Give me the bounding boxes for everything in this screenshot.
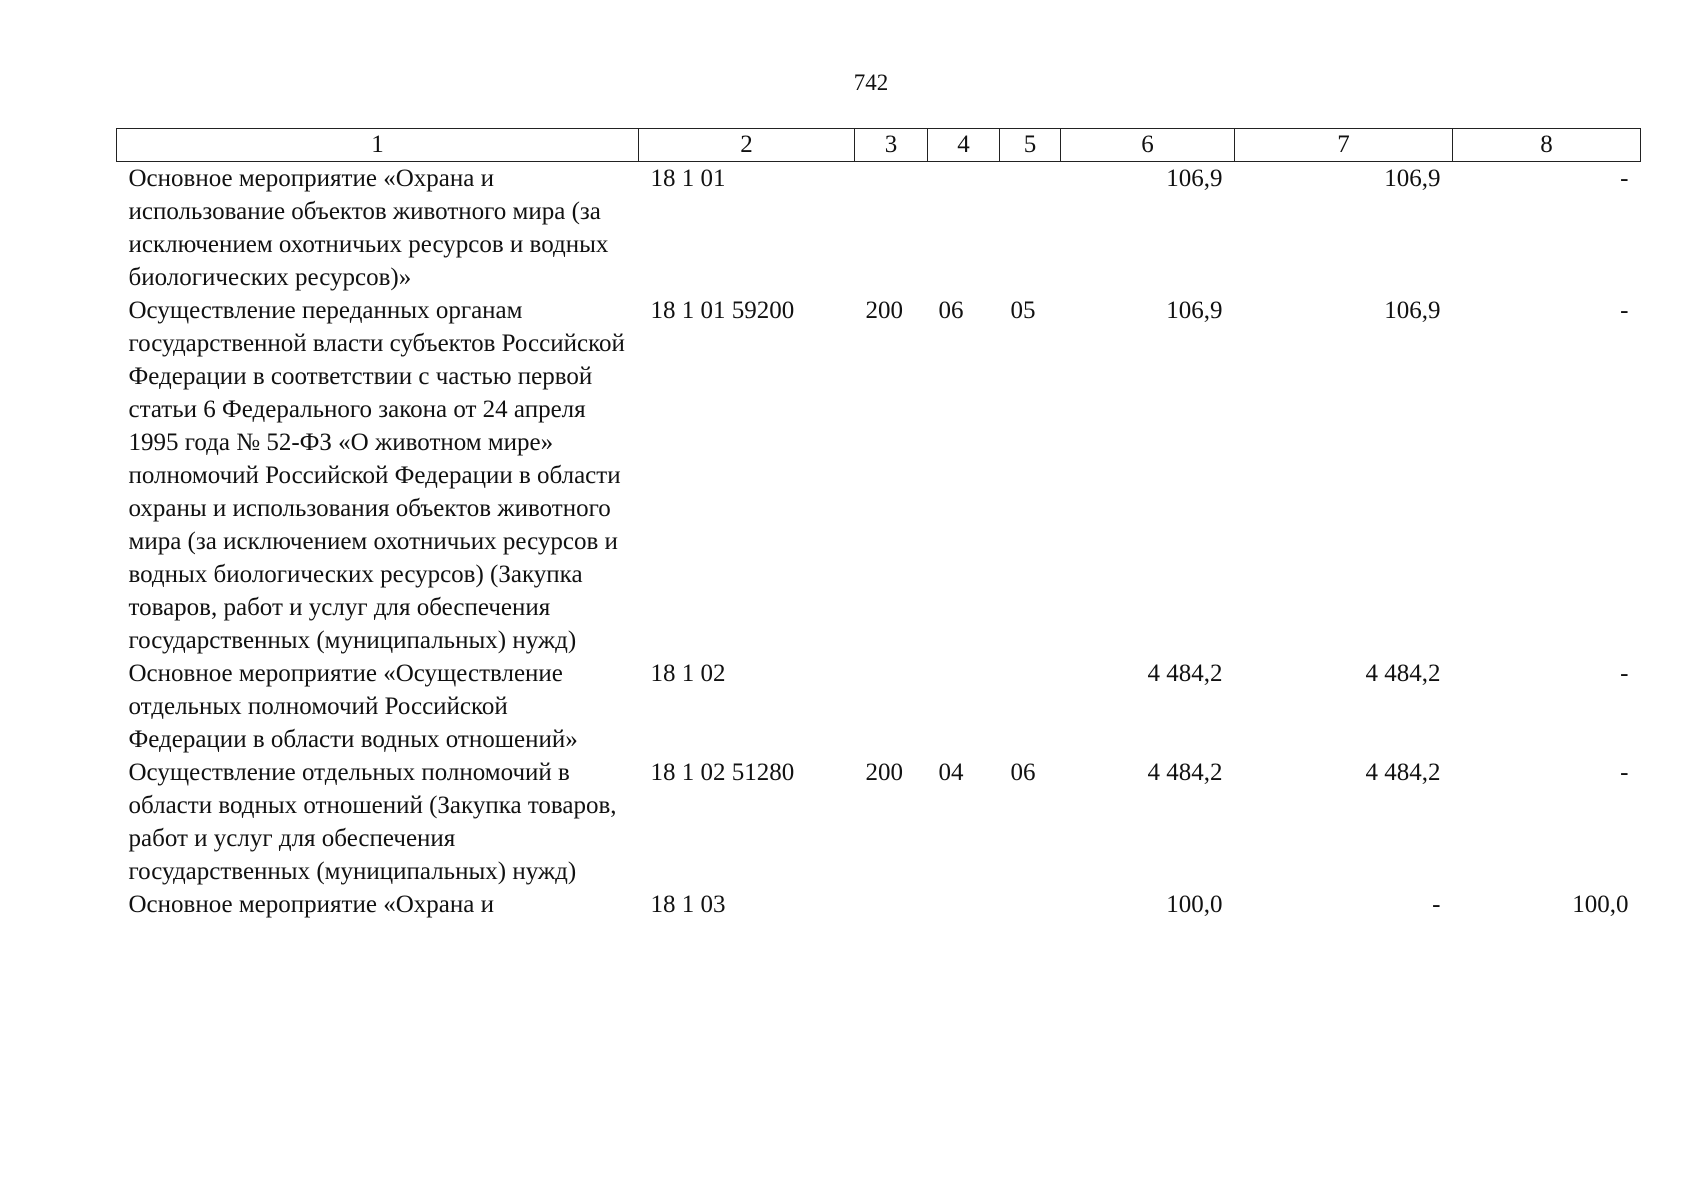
row-vr <box>855 657 928 756</box>
row-col8: - <box>1620 165 1629 192</box>
row-rz <box>928 162 1000 295</box>
row-total: 4 484,2 <box>1147 759 1223 786</box>
row-code: 18 1 01 59200 <box>650 297 795 324</box>
header-col-7: 7 <box>1235 129 1453 162</box>
header-col-4: 4 <box>928 129 1000 162</box>
row-pr <box>1000 888 1061 921</box>
row-code: 18 1 03 <box>650 891 726 918</box>
row-rz: 06 <box>938 297 964 324</box>
row-total: 4 484,2 <box>1147 660 1223 687</box>
row-total: 106,9 <box>1166 165 1223 192</box>
header-col-6: 6 <box>1061 129 1235 162</box>
header-col-5: 5 <box>1000 129 1061 162</box>
row-name: Основное мероприятие «Охрана и <box>128 891 494 918</box>
table-row <box>117 294 1641 657</box>
budget-table <box>116 128 1641 921</box>
header-col-8: 8 <box>1453 129 1641 162</box>
row-vr <box>855 162 928 295</box>
header-col-1: 1 <box>117 129 639 162</box>
row-name: Осуществление переданных органам государственной власти субъектов Российской Федерации в соответствии с частью первой статьи 6 Федерального закона от 24 апреля 1995 года № 52-ФЗ «О животном мире» полномочий Российской Федерации в области охраны и использования объектов животного мира (за исключением охотничьих ресурсов и водных биологических ресурсов) (Закупка товаров, работ и услуг для обеспечения государственных (муниципальных) нужд) <box>128 297 625 654</box>
row-col7: 106,9 <box>1384 297 1441 324</box>
page-number: 742 <box>853 70 889 95</box>
row-col8: - <box>1620 297 1629 324</box>
table-row <box>117 657 1641 756</box>
table-row <box>117 756 1641 888</box>
row-pr <box>1000 657 1061 756</box>
row-col8: - <box>1620 660 1629 687</box>
row-col8: 100,0 <box>1572 891 1629 918</box>
row-col7: 4 484,2 <box>1365 759 1441 786</box>
row-pr: 06 <box>1010 759 1036 786</box>
row-code: 18 1 01 <box>650 165 726 192</box>
row-code: 18 1 02 <box>650 660 726 687</box>
row-rz <box>928 657 1000 756</box>
row-vr <box>855 888 928 921</box>
row-col7: 106,9 <box>1384 165 1441 192</box>
row-vr: 200 <box>865 297 903 324</box>
row-pr: 05 <box>1010 297 1036 324</box>
table-row <box>117 888 1641 921</box>
table-header-row <box>117 129 1641 162</box>
table-row <box>117 162 1641 295</box>
header-col-2: 2 <box>639 129 855 162</box>
row-code: 18 1 02 51280 <box>650 759 795 786</box>
row-rz: 04 <box>938 759 964 786</box>
row-name: Основное мероприятие «Осуществление отдельных полномочий Российской Федерации в области водных отношений» <box>128 660 578 753</box>
row-rz <box>928 888 1000 921</box>
row-col7: 4 484,2 <box>1365 660 1441 687</box>
row-name: Осуществление отдельных полномочий в области водных отношений (Закупка товаров, работ и услуг для обеспечения государственных (муниципальных) нужд) <box>128 759 617 885</box>
row-total: 106,9 <box>1166 297 1223 324</box>
row-vr: 200 <box>865 759 903 786</box>
row-col7: - <box>1432 891 1441 918</box>
row-total: 100,0 <box>1166 891 1223 918</box>
row-col8: - <box>1620 759 1629 786</box>
header-col-3: 3 <box>855 129 928 162</box>
row-pr <box>1000 162 1061 295</box>
row-name: Основное мероприятие «Охрана и использование объектов животного мира (за исключением охотничьих ресурсов и водных биологических ресурсов)» <box>128 165 609 291</box>
